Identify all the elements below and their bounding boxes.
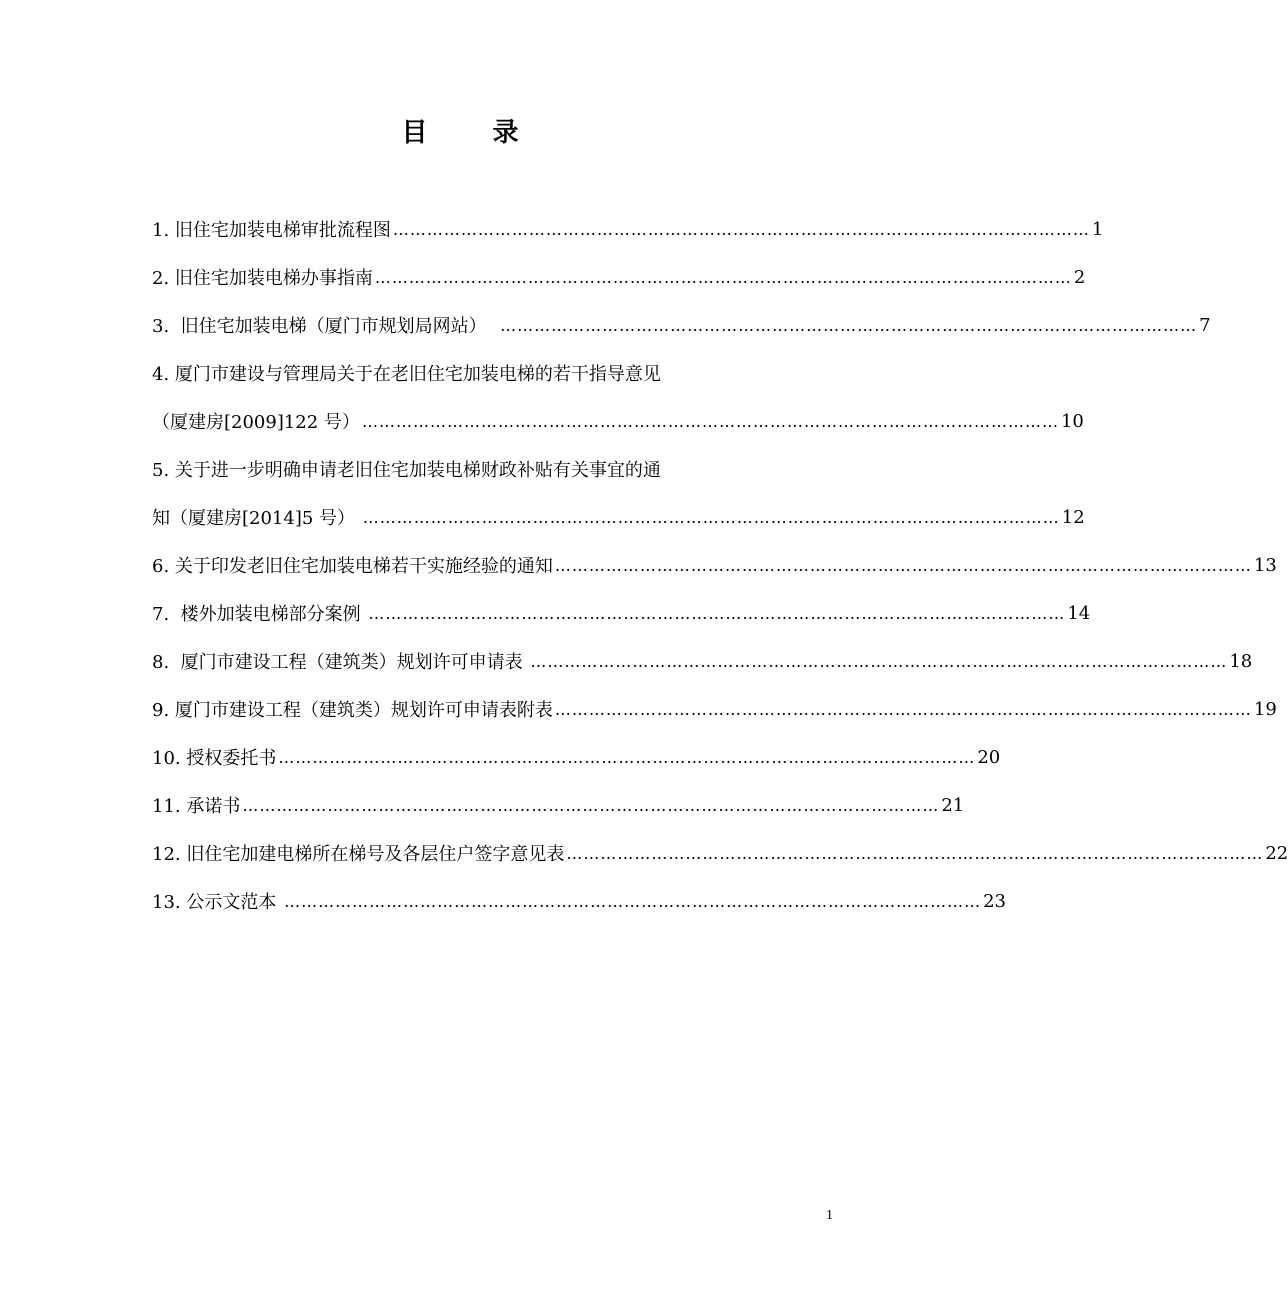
leader-dots: …………………………………………………………………………………………………………… (242, 795, 940, 815)
toc-entry-page: 22 (1265, 842, 1288, 864)
toc-entry-text: 9. 厦门市建设工程（建筑类）规划许可申请表附表 (152, 700, 553, 721)
toc-entry-page: 14 (1067, 602, 1091, 624)
leader-dots: …………………………………………………………………………………………………………… (530, 651, 1228, 671)
leader-dots: …………………………………………………………………………………………………………… (368, 603, 1066, 623)
toc-entry-2[interactable] (152, 253, 1086, 301)
toc-entry-text: 10. 授权委托书 (152, 748, 277, 769)
toc-entry-page: 7 (1199, 314, 1211, 336)
toc-entry-text: 7. 楼外加装电梯部分案例 (152, 604, 367, 625)
toc-entry-text: 2. 旧住宅加装电梯办事指南 (152, 268, 373, 289)
leader-dots: …………………………………………………………………………………………………………… (284, 891, 982, 911)
toc-entry-12[interactable] (152, 829, 1288, 877)
toc-entry-text: 12. 旧住宅加建电梯所在梯号及各层住户签字意见表 (152, 844, 565, 865)
leader-dots: …………………………………………………………………………………………………………… (500, 315, 1198, 335)
toc-entry-page: 10 (1060, 410, 1084, 432)
toc-entry-11[interactable] (152, 781, 965, 829)
toc-entry-text: 1. 旧住宅加装电梯审批流程图 (152, 220, 391, 241)
leader-dots: …………………………………………………………………………………………………………… (362, 507, 1060, 527)
leader-dots: …………………………………………………………………………………………………………… (554, 555, 1252, 575)
toc-entry-5-continued[interactable] (152, 493, 1085, 541)
leader-dots: …………………………………………………………………………………………………………… (374, 267, 1072, 287)
toc-entry-text: 知（厦建房[2014]5 号） (152, 508, 361, 529)
toc-entry-1[interactable] (152, 205, 1104, 253)
leader-dots: …………………………………………………………………………………………………………… (361, 411, 1059, 431)
toc-entry-3[interactable] (152, 301, 1211, 349)
toc-entry-text: 13. 公示文范本 (152, 892, 283, 913)
toc-entry-page: 13 (1253, 554, 1277, 576)
toc-entry-page: 21 (941, 794, 965, 816)
toc-entry-page: 19 (1253, 698, 1277, 720)
toc-entry-9[interactable] (152, 685, 1277, 733)
leader-dots: …………………………………………………………………………………………………………… (566, 843, 1264, 863)
page-title: 目 录 (401, 118, 547, 148)
toc-entry-text: （厦建房[2009]122 号） (152, 412, 360, 433)
leader-dots: …………………………………………………………………………………………………………… (278, 747, 976, 767)
toc-entry-page: 20 (977, 746, 1001, 768)
leader-dots: …………………………………………………………………………………………………………… (392, 219, 1090, 239)
toc-entry-text: 3. 旧住宅加装电梯（厦门市规划局网站） (152, 316, 499, 337)
toc-entry-page: 1 (1091, 218, 1104, 240)
toc-entry-text: 8. 厦门市建设工程（建筑类）规划许可申请表 (152, 652, 529, 673)
toc-entry-8[interactable] (152, 637, 1253, 685)
toc-entry-6[interactable] (152, 541, 1277, 589)
toc-entry-text: 4. 厦门市建设与管理局关于在老旧住宅加装电梯的若干指导意见 (152, 364, 661, 385)
toc-entry-page: 12 (1061, 506, 1085, 528)
toc-entry-10[interactable] (152, 733, 1001, 781)
toc-entry-7[interactable] (152, 589, 1091, 637)
toc-entry-page: 2 (1073, 266, 1086, 288)
toc-entry-text: 6. 关于印发老旧住宅加装电梯若干实施经验的通知 (152, 556, 553, 577)
table-of-contents (152, 205, 1288, 925)
leader-dots: …………………………………………………………………………………………………………… (554, 699, 1252, 719)
toc-entry-text: 5. 关于进一步明确申请老旧住宅加装电梯财政补贴有关事宜的通 (152, 460, 661, 481)
toc-entry-text: 11. 承诺书 (152, 796, 241, 817)
toc-entry-4[interactable] (152, 349, 764, 397)
toc-entry-13[interactable] (152, 877, 1006, 925)
toc-entry-page: 23 (983, 890, 1006, 912)
toc-entry-4-continued[interactable] (152, 397, 1084, 445)
toc-entry-5[interactable] (152, 445, 764, 493)
toc-entry-page: 18 (1229, 650, 1253, 672)
footer-page-number: 1 (826, 1208, 833, 1223)
